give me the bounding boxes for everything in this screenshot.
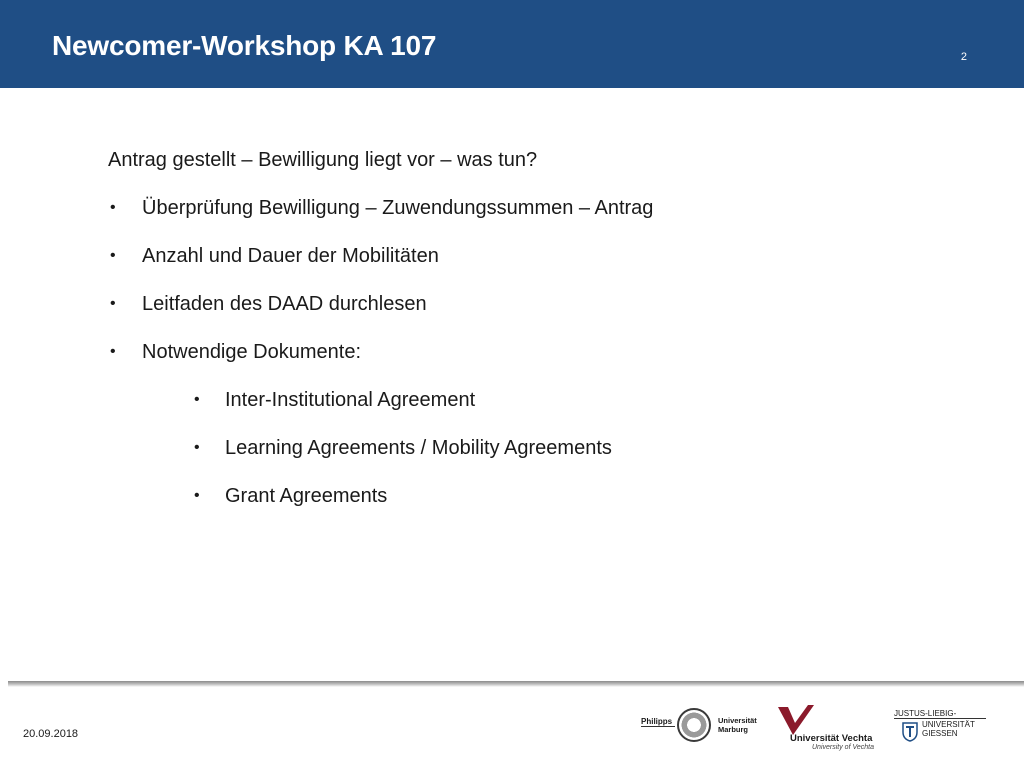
bullet-item	[108, 338, 968, 366]
giessen-logo-line1: JUSTUS-LIEBIG-	[894, 709, 986, 719]
sub-bullet-item	[108, 482, 968, 510]
bullet-dot: •	[110, 343, 116, 360]
marburg-logo	[641, 704, 761, 746]
giessen-logo-text	[922, 720, 975, 738]
header-bar	[0, 0, 1024, 88]
marburg-logo-right-text	[718, 716, 757, 734]
page-number: 2	[960, 51, 967, 63]
marburg-line2: Marburg	[718, 725, 748, 734]
sub-bullet-text: Grant Agreements	[225, 485, 388, 507]
bullet-dot: •	[110, 295, 116, 312]
footer-divider	[8, 681, 1024, 687]
slide-title: Newcomer-Workshop KA 107	[52, 30, 437, 61]
logo-rule	[641, 726, 675, 727]
marburg-logo-left-text: Philipps	[641, 717, 673, 726]
vechta-logo-subtitle: University of Vechta	[812, 744, 874, 751]
giessen-line3: GIESSEN	[922, 729, 958, 738]
sub-bullet-text: Learning Agreements / Mobility Agreements	[225, 437, 612, 459]
bullet-dot: •	[194, 487, 200, 504]
giessen-line2: UNIVERSITÄT	[922, 720, 975, 729]
bullet-text: Anzahl und Dauer der Mobilitäten	[142, 245, 439, 267]
bullet-dot: •	[194, 439, 200, 456]
vechta-v-mark-icon	[778, 705, 818, 735]
bullet-item	[108, 194, 968, 222]
bullet-text: Überprüfung Bewilligung – Zuwendungssummen – Antrag	[142, 197, 654, 219]
bullet-dot: •	[194, 391, 200, 408]
giessen-logo	[894, 709, 984, 745]
slide-content	[108, 146, 968, 530]
sub-bullet-item	[108, 434, 968, 462]
bullet-dot: •	[110, 247, 116, 264]
bullet-text: Notwendige Dokumente:	[142, 341, 362, 363]
vechta-logo-name: Universität Vechta	[790, 733, 873, 744]
bullet-dot: •	[110, 199, 116, 216]
intro-line: Antrag gestellt – Bewilligung liegt vor – was tun?	[108, 149, 538, 171]
sub-bullet-text: Inter-Institutional Agreement	[225, 389, 476, 411]
bullet-item	[108, 290, 968, 318]
vechta-logo	[778, 705, 882, 751]
bullet-item	[108, 242, 968, 270]
bullet-text: Leitfaden des DAAD durchlesen	[142, 293, 427, 315]
footer-date: 20.09.2018	[23, 728, 79, 740]
sub-bullet-item	[108, 386, 968, 414]
marburg-line1: Universität	[718, 716, 757, 725]
university-seal-icon	[677, 708, 711, 742]
giessen-shield-icon	[902, 722, 918, 742]
